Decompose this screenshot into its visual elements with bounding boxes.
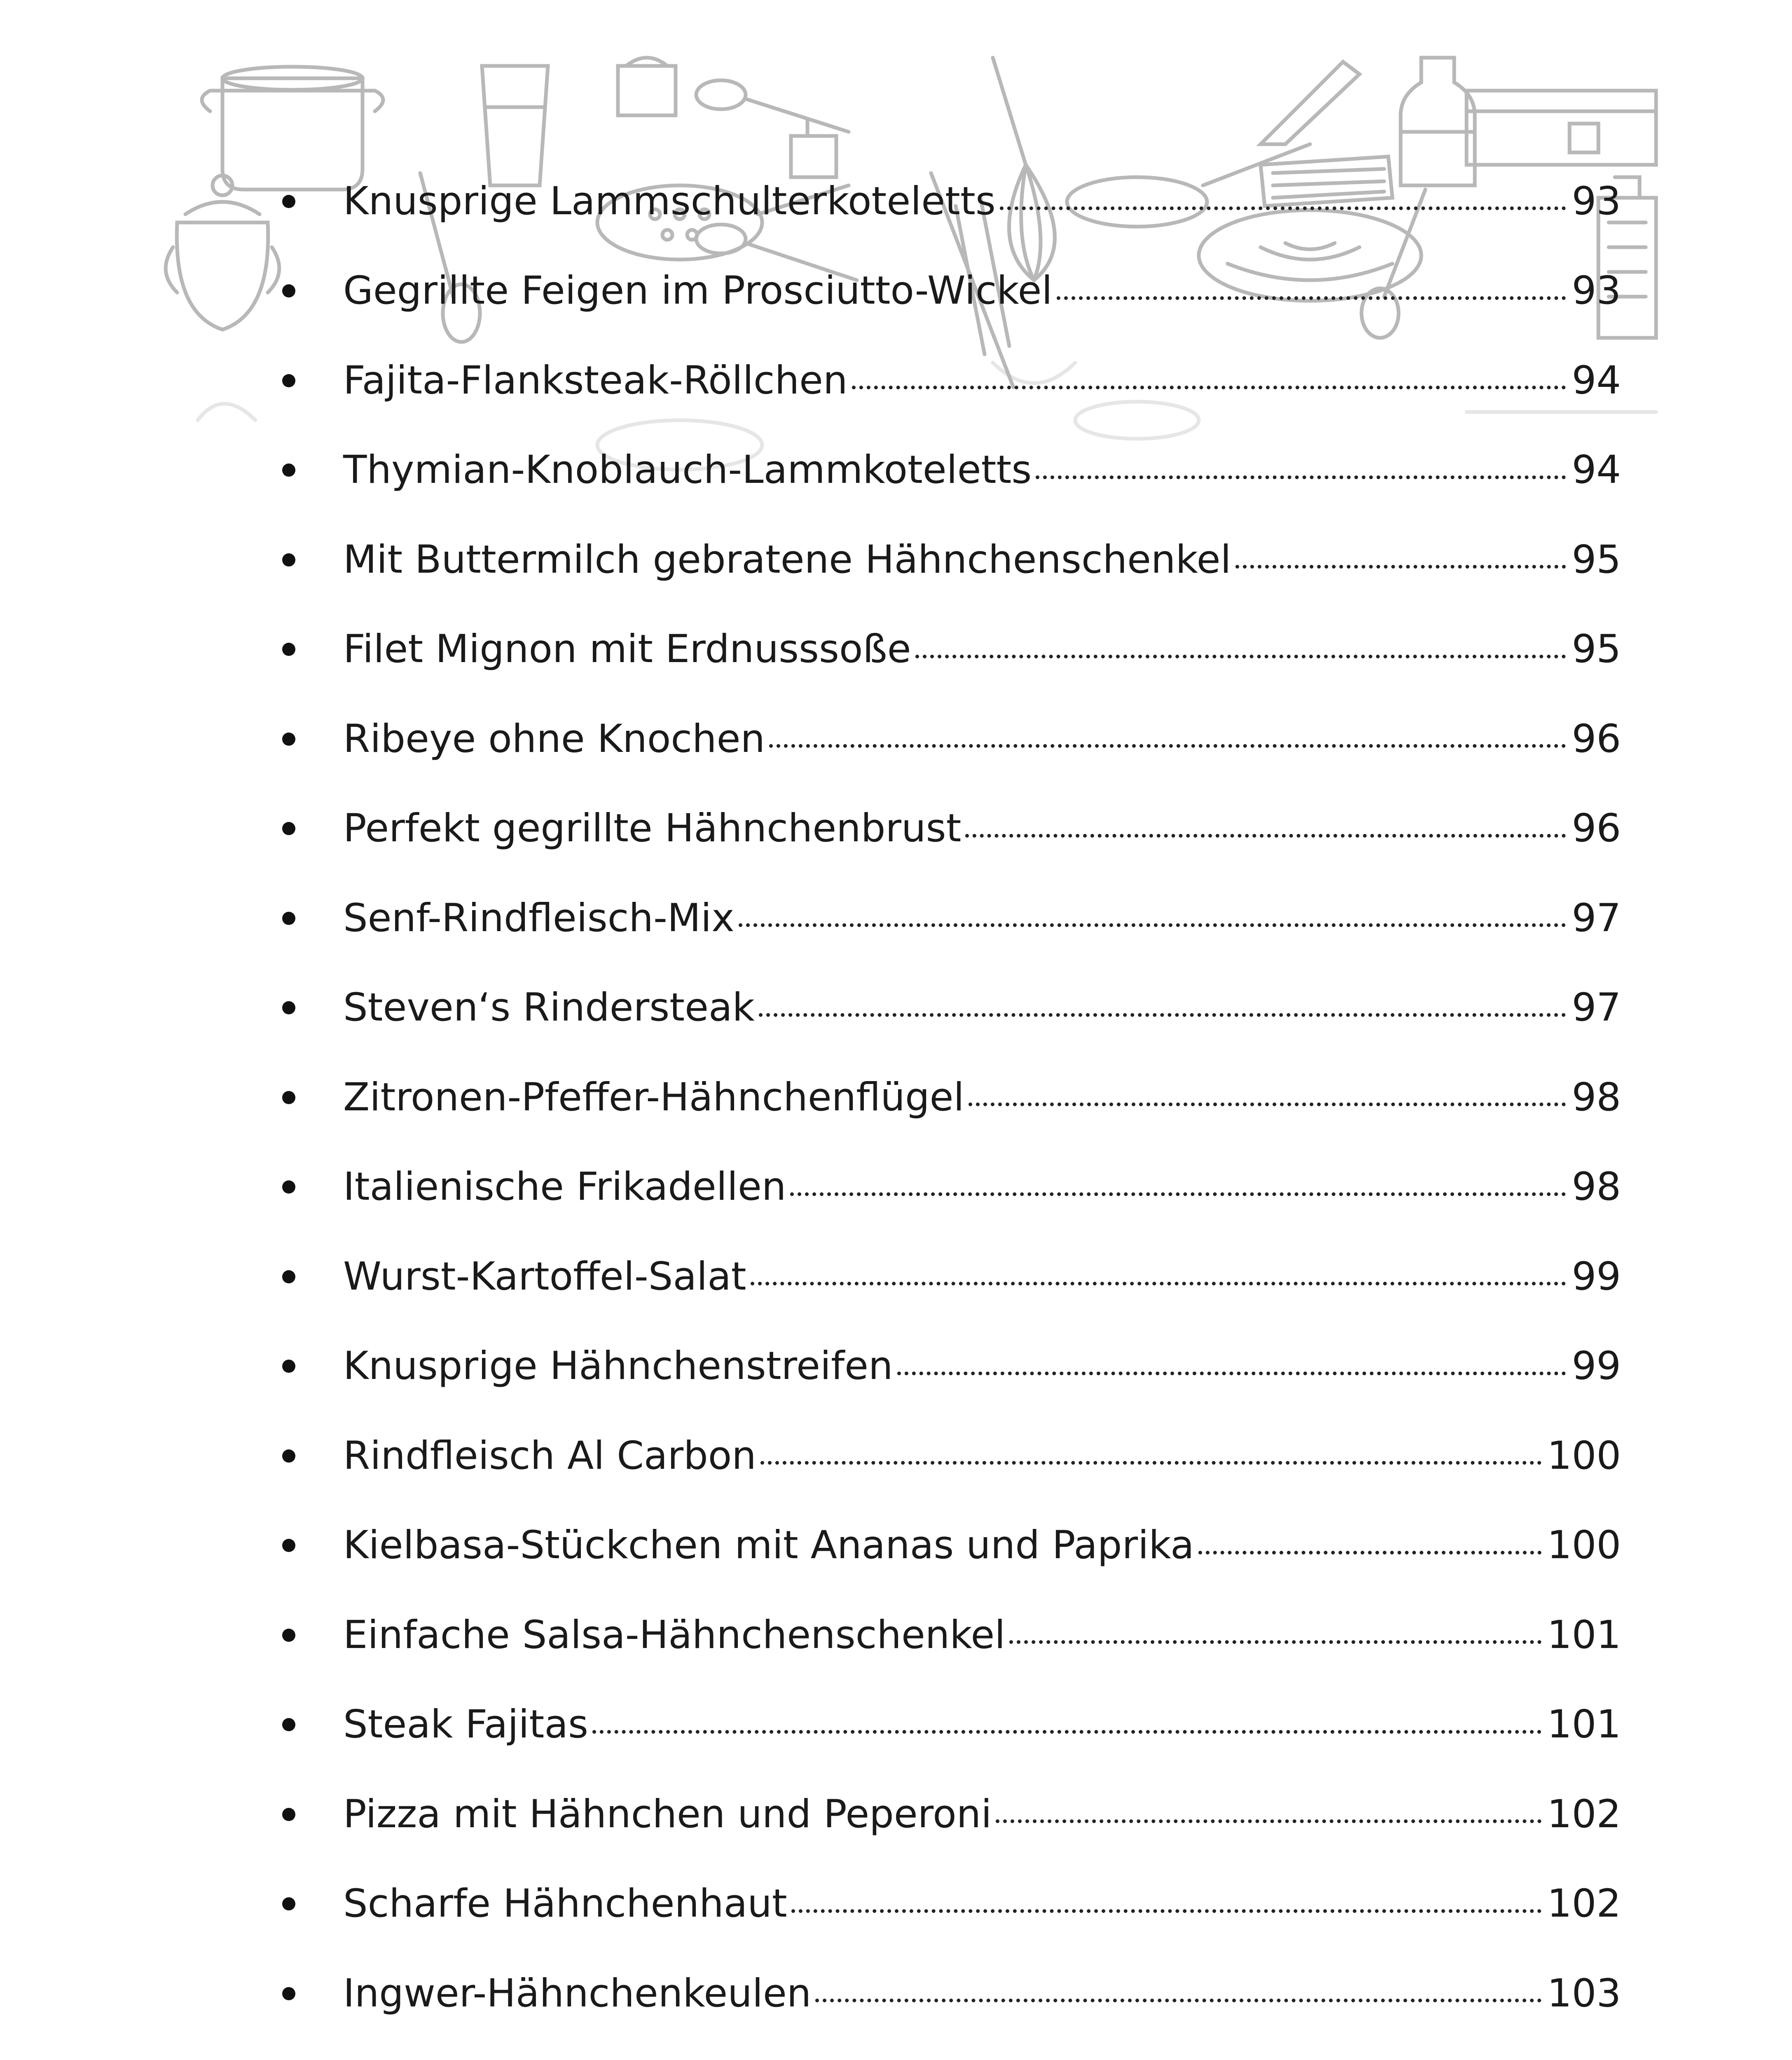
entry-title: Kielbasa-Stückchen mit Ananas und Paprika xyxy=(343,1523,1194,1568)
page-number: 102 xyxy=(1547,1791,1621,1837)
entry-title: Zitronen-Pfeffer-Hähnchenflügel xyxy=(343,1074,964,1120)
page-number: 102 xyxy=(1547,1881,1621,1927)
bullet-icon xyxy=(282,464,295,477)
dot-leader xyxy=(996,1819,1541,1823)
dot-leader xyxy=(769,744,1566,748)
dot-leader xyxy=(751,1282,1566,1285)
bullet-icon xyxy=(282,1629,295,1642)
entry-title: Senf-Rindfleisch-Mix xyxy=(343,895,735,941)
dot-leader xyxy=(1057,296,1566,300)
dot-leader xyxy=(791,1909,1542,1913)
bullet-icon xyxy=(282,1180,295,1194)
entry-title: Filet Mignon mit Erdnusssoße xyxy=(343,627,911,672)
entry-title: Italienische Frikadellen xyxy=(343,1164,786,1210)
toc-entry[interactable] xyxy=(270,1411,1621,1501)
bullet-icon xyxy=(282,1001,295,1014)
page-number: 97 xyxy=(1572,895,1621,941)
toc-entry[interactable] xyxy=(270,1680,1621,1770)
bullet-icon xyxy=(282,553,295,566)
toc-entry[interactable] xyxy=(270,605,1621,695)
page-number: 98 xyxy=(1572,1074,1621,1120)
entry-title: Knusprige Lammschulterkoteletts xyxy=(343,178,996,224)
page-number: 96 xyxy=(1572,806,1621,851)
bullet-icon xyxy=(282,643,295,656)
bullet-icon xyxy=(282,822,295,835)
bullet-icon xyxy=(282,1808,295,1821)
dot-leader xyxy=(915,655,1566,658)
page-number: 93 xyxy=(1572,178,1621,224)
toc-entry[interactable] xyxy=(270,336,1621,426)
bullet-icon xyxy=(282,284,295,297)
dot-leader xyxy=(897,1372,1566,1375)
dot-leader xyxy=(790,1192,1566,1196)
bullet-icon xyxy=(282,733,295,746)
bullet-icon xyxy=(282,1718,295,1731)
page-number: 98 xyxy=(1572,1164,1621,1210)
entry-title: Rindfleisch Al Carbon xyxy=(343,1433,756,1478)
page-number: 96 xyxy=(1572,716,1621,761)
bullet-icon xyxy=(282,374,295,387)
toc-entry[interactable] xyxy=(270,157,1621,246)
toc-entry[interactable] xyxy=(270,784,1621,874)
page-number: 99 xyxy=(1572,1254,1621,1299)
dot-leader xyxy=(965,834,1566,838)
toc-entry[interactable] xyxy=(270,873,1621,963)
bullet-icon xyxy=(282,1091,295,1104)
entry-title: Fajita-Flanksteak-Röllchen xyxy=(343,358,848,403)
dot-leader xyxy=(1009,1640,1541,1644)
toc-entry[interactable] xyxy=(270,426,1621,515)
entry-title: Gegrillte Feigen im Prosciutto-Wickel xyxy=(343,268,1053,314)
page-number: 93 xyxy=(1572,268,1621,314)
entry-title: Mit Buttermilch gebratene Hähnchenschenkel xyxy=(343,537,1231,582)
page-number: 101 xyxy=(1547,1702,1621,1747)
bullet-icon xyxy=(282,1360,295,1373)
page-number: 101 xyxy=(1547,1612,1621,1657)
entry-title: Steven‘s Rindersteak xyxy=(343,985,755,1030)
dot-leader xyxy=(760,1461,1542,1465)
table-of-contents xyxy=(270,157,1621,2060)
bullet-icon xyxy=(282,912,295,925)
page-number: 94 xyxy=(1572,447,1621,493)
page-number: 99 xyxy=(1572,1344,1621,1389)
toc-entry[interactable] xyxy=(270,515,1621,605)
dot-leader xyxy=(1036,475,1566,479)
bullet-icon xyxy=(282,1897,295,1910)
bullet-icon xyxy=(282,195,295,208)
page-number: 95 xyxy=(1572,627,1621,672)
page-number: 100 xyxy=(1547,1433,1621,1478)
page-number: 95 xyxy=(1572,537,1621,582)
bullet-icon xyxy=(282,1449,295,1463)
dot-leader xyxy=(1235,565,1566,569)
knife-icon xyxy=(1261,62,1359,144)
dot-leader xyxy=(592,1730,1542,1734)
entry-title: Steak Fajitas xyxy=(343,1702,588,1747)
dot-leader xyxy=(969,1103,1566,1106)
sugar-bowl-icon xyxy=(166,176,279,330)
entry-title: Perfekt gegrillte Hähnchenbrust xyxy=(343,806,962,851)
toc-entry[interactable] xyxy=(270,1232,1621,1322)
dot-leader xyxy=(759,1013,1566,1017)
cake-tin-icon xyxy=(1467,91,1656,165)
entry-title: Scharfe Hähnchenhaut xyxy=(343,1881,787,1927)
entry-title: Wurst-Kartoffel-Salat xyxy=(343,1254,746,1299)
dot-leader xyxy=(1000,206,1566,210)
toc-entry[interactable] xyxy=(270,694,1621,784)
entry-title: Ingwer-Hähnchenkeulen xyxy=(343,1971,812,2016)
shaker-icon xyxy=(618,58,676,115)
toc-entry[interactable] xyxy=(270,1949,1621,2039)
toc-entry[interactable] xyxy=(270,1501,1621,1591)
toc-entry[interactable] xyxy=(270,1142,1621,1232)
dot-leader xyxy=(1198,1551,1542,1554)
bullet-icon xyxy=(282,1270,295,1283)
toc-entry[interactable] xyxy=(270,2039,1621,2060)
entry-title: Thymian-Knoblauch-Lammkoteletts xyxy=(343,447,1032,493)
toc-entry[interactable] xyxy=(270,1322,1621,1412)
page-number: 97 xyxy=(1572,985,1621,1030)
bullet-icon xyxy=(282,1987,295,2000)
toc-entry[interactable] xyxy=(270,1770,1621,1859)
dot-leader xyxy=(739,923,1566,927)
toc-entry[interactable] xyxy=(270,963,1621,1053)
entry-title: Ribeye ohne Knochen xyxy=(343,716,765,761)
dot-leader xyxy=(815,1999,1541,2002)
page-number: 100 xyxy=(1547,1523,1621,1568)
entry-title: Einfache Salsa-Hähnchenschenkel xyxy=(343,1612,1006,1657)
page-number: 103 xyxy=(1547,1971,1621,2016)
entry-title: Pizza mit Hähnchen und Peperoni xyxy=(343,1791,992,1837)
toc-entry[interactable] xyxy=(270,246,1621,336)
toc-entry[interactable] xyxy=(270,1053,1621,1142)
toc-entry[interactable] xyxy=(270,1859,1621,1949)
entry-title: Knusprige Hähnchenstreifen xyxy=(343,1344,893,1389)
dot-leader xyxy=(852,386,1566,389)
bullet-icon xyxy=(282,1539,295,1552)
page-number: 94 xyxy=(1572,358,1621,403)
toc-entry[interactable] xyxy=(270,1590,1621,1680)
